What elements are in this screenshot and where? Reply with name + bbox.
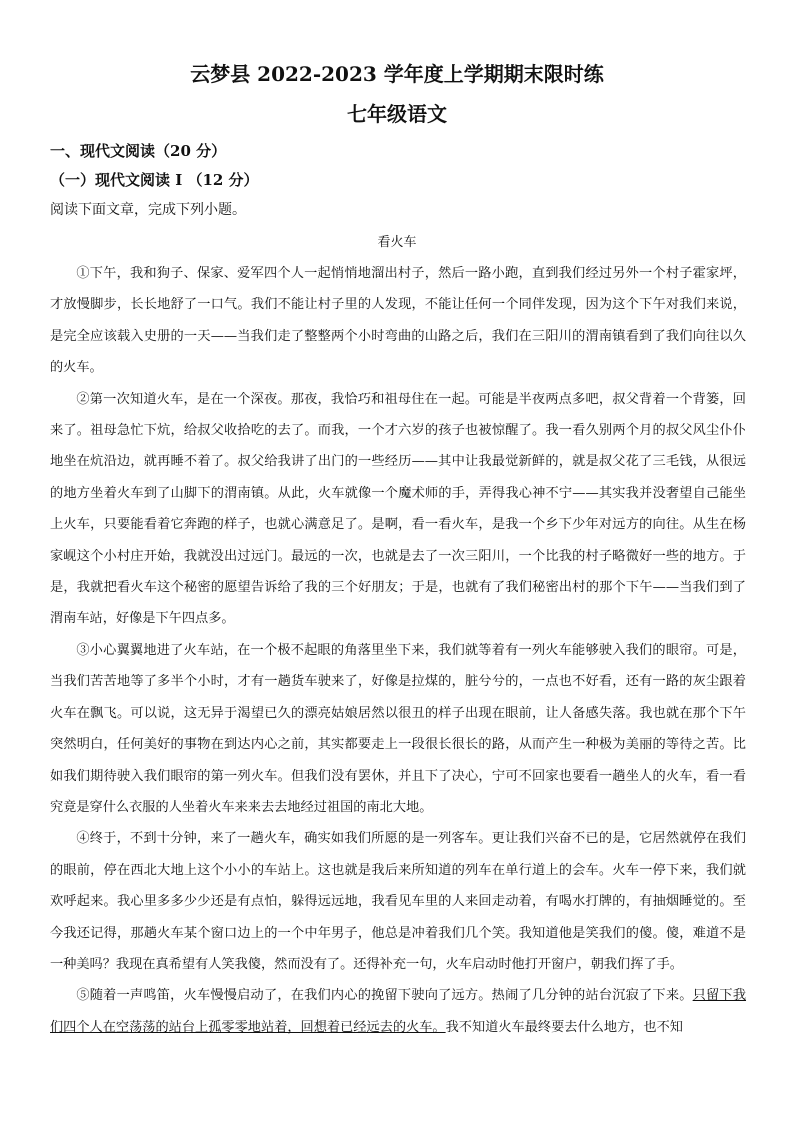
exam-title: 云梦县 2022-2023 学年度上学期期末限时练 xyxy=(190,62,604,86)
paragraph-1: ①下午，我和狗子、保家、爱军四个人一起悄悄地溜出村子，然后一路小跑，直到我们经过另外一个村子霍家坪，才放慢脚步，长长地舒了一口气。我们不能让村子里的人发现，不能让任何一个同伴发现，因为这个下午对我们来说，是完全应该载入史册的一天——当我们走了整整两个小时弯曲的山路之后，我们在三阳川的渭南镇看到了我们向往以久的火车。 xyxy=(50,266,746,376)
paragraph-3: ③小心翼翼地进了火车站，在一个极不起眼的角落里坐下来，我们就等着有一列火车能够驶入我们的眼帘。可是，当我们苦苦地等了多半个小时，才有一趟货车驶来了，好像是拉煤的，脏兮兮的，一点也不好看，还有一路的灰尘跟着火车在飘飞。可以说，这无异于渴望已久的漂亮姑娘居然以很丑的样子出现在眼前，让人备感失落。我也就在那个下午突然明白，任何美好的事物在到达内心之前，其实都要走上一段很长很长的路，从而产生一种极为美丽的等待之苦。比如我们期待驶入我们眼帘的第一列火车。但我们没有罢休，并且下了决心，宁可不回家也要看一趟坐人的火车，看一看究竟是穿什么衣服的人坐着火车来来去去地经过祖国的南北大地。 xyxy=(50,642,746,815)
instruction-text: 阅读下面文章，完成下列小题。 xyxy=(50,202,246,218)
paragraph-5-start: ⑤随着一声鸣笛，火车慢慢启动了，在我们内心的挽留下驶向了远方。热闹了几分钟的站台沉寂了下来。 xyxy=(76,988,693,1004)
paragraph-5-end: 我不知道火车最终要去什么地方，也不知 xyxy=(445,1019,683,1035)
underlined-sentence: 只留下我们四个人在空荡荡的站台上孤零零地站着，回想着已经远去的火车。 xyxy=(50,988,747,1035)
article-title: 看火车 xyxy=(377,235,417,250)
section-heading-1: 一、现代文阅读（20 分） xyxy=(50,142,227,160)
paragraph-4: ④终于，不到十分钟，来了一趟火车，确实如我们所愿的是一列客车。更让我们兴奋不已的是，它居然就停在我们的眼前，停在西北大地上这个小小的车站上。这也就是我后来所知道的列车在单行道上的会车。火车一停下来，我们就欢呼起来。我心里多多少少还是有点怕，躲得远远地，我看见车里的人来回走动着，有喝水打牌的，有抽烟睡觉的。至今我还记得，那趟火车某个窗口边上的一个中年男子，他总是冲着我们几个笑。我知道他是笑我们的傻。傻，难道不是一种美吗？我现在真希望有人笑我傻，然而没有了。还得补充一句，火车启动时他打开窗户，朝我们挥了手。 xyxy=(50,831,746,972)
paragraph-5 xyxy=(50,980,746,1043)
section-heading-2: （一）现代文阅读 I （12 分） xyxy=(50,171,259,189)
article-body xyxy=(50,258,746,1043)
exam-subtitle: 七年级语文 xyxy=(347,102,447,126)
paragraph-2: ②第一次知道火车，是在一个深夜。那夜，我恰巧和祖母住在一起。可能是半夜两点多吧，叔父背着一个背篓，回来了。祖母急忙下炕，给叔父收拾吃的去了。而我，一个才六岁的孩子也被惊醒了。我一看久别两个月的叔父风尘仆仆地坐在炕沿边，就再睡不着了。叔父给我讲了出门的一些经历——其中让我最觉新鲜的，就是叔父花了三毛钱，从很远的地方坐着火车到了山脚下的渭南镇。从此，火车就像一个魔术师的手，弄得我心神不宁——其实我并没奢望自己能坐上火车，只要能看着它奔跑的样子，也就心满意足了。是啊，看一看火车，是我一个乡下少年对远方的向往。从生在杨家岘这个小村庄开始，我就没出过远门。最远的一次，也就是去了一次三阳川，一个比我的村子略微好一些的地方。于是，我就把看火车这个秘密的愿望告诉给了我的三个好朋友；于是，也就有了我们秘密出村的那个下午——当我们到了渭南车站，好像是下午四点多。 xyxy=(50,391,746,627)
